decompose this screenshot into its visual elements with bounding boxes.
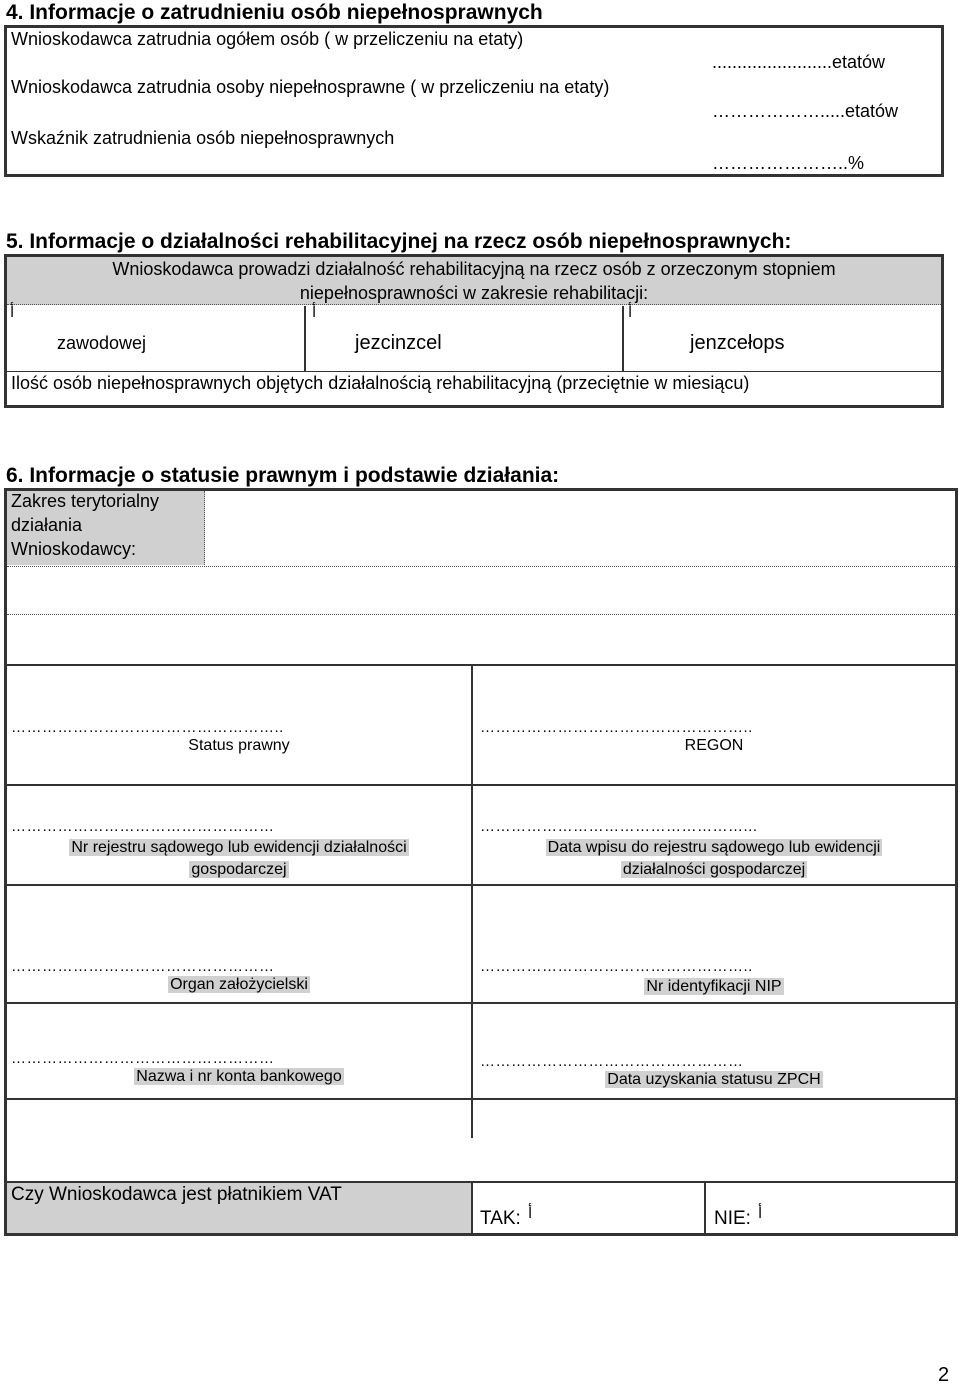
territorial-scope-label-line3: Wnioskodawcy: <box>11 539 137 559</box>
nip-label-text: Nr identyfikacji NIP <box>646 978 782 995</box>
section-6-heading: 6. Informacje o statusie prawnym i podstawie działania: <box>6 464 560 487</box>
rehabilitation-intro-line2: niepełnosprawności w zakresie rehabilitacji: <box>299 283 649 303</box>
register-number-label <box>7 837 471 881</box>
divider <box>471 664 473 1138</box>
checkbox-jenzcelops[interactable]: أ <box>628 304 633 321</box>
register-number-label-line1: Nr rejestru sądowego lub ewidencji działalności <box>71 839 407 856</box>
register-number-label-line2: gospodarczej <box>191 861 287 878</box>
disabled-employment-field[interactable]: ……………….....etatów <box>712 101 899 121</box>
bank-account-label-text: Nazwa i nr konta bankowego <box>136 1068 342 1085</box>
regon-label: REGON <box>684 737 744 754</box>
option-jenzcelops-label: jenzcełops <box>690 332 785 354</box>
total-employment-field[interactable]: ........................etatów <box>712 52 886 72</box>
employment-ratio-label: Wskaźnik zatrudnienia osób niepełnosprawnych <box>11 128 395 148</box>
checkbox-zawodowej[interactable]: أ <box>10 304 15 321</box>
divider <box>7 784 955 786</box>
divider <box>7 566 955 567</box>
zpch-date-field[interactable]: …………………………………………… <box>480 1053 744 1070</box>
territorial-scope-label-line2: działania <box>11 515 83 535</box>
founding-body-label <box>7 976 471 994</box>
total-employment-label: Wnioskodawca zatrudnia ogółem osób ( w przeliczeniu na etaty) <box>11 29 524 49</box>
vat-yes-checkbox[interactable]: أ <box>528 1205 533 1222</box>
zpch-date-label <box>473 1071 955 1089</box>
checkbox-jezcinzcel[interactable]: أ <box>312 304 317 321</box>
divider <box>471 1181 473 1234</box>
option-jezcinzcel-label: jezcinzcel <box>355 332 442 354</box>
bank-account-label <box>7 1068 471 1086</box>
registration-date-field[interactable]: ……………………………………………... <box>480 818 758 835</box>
registration-date-label <box>473 837 955 881</box>
page-number: 2 <box>938 1364 950 1386</box>
regon-field[interactable]: …………………………………………….. <box>480 719 753 736</box>
divider <box>704 1181 706 1234</box>
territorial-scope-label-line1: Zakres terytorialny <box>11 491 160 511</box>
divider <box>622 306 624 372</box>
bank-account-field[interactable]: …………………………………………… <box>11 1050 275 1067</box>
rehabilitation-count-label: Ilość osób niepełnosprawnych objętych działalnością rehabilitacyjną (przeciętnie w miesiącu) <box>11 373 750 393</box>
territorial-scope-field[interactable] <box>206 491 955 567</box>
section-5-heading: 5. Informacje o działalności rehabilitacyjnej na rzecz osób niepełnosprawnych: <box>6 230 792 253</box>
status-field[interactable]: …………………………………………….. <box>11 719 284 736</box>
status-label: Status prawny <box>188 737 290 754</box>
zpch-date-label-text: Data uzyskania statusu ZPCH <box>607 1071 821 1088</box>
vat-no-label: NIE: <box>714 1208 751 1229</box>
divider <box>7 1098 955 1100</box>
disabled-employment-label: Wnioskodawca zatrudnia osoby niepełnosprawne ( w przeliczeniu na etaty) <box>11 77 610 97</box>
vat-no-checkbox[interactable]: أ <box>758 1205 763 1222</box>
registration-date-label-line2: działalności gospodarczej <box>622 861 806 878</box>
registration-date-label-line1: Data wpisu do rejestru sądowego lub ewidencji <box>547 839 881 856</box>
option-zawodowej-label: zawodowej <box>57 333 147 353</box>
divider <box>7 371 941 372</box>
vat-question: Czy Wnioskodawca jest płatnikiem VAT <box>11 1184 342 1205</box>
founding-body-label-text: Organ założycielski <box>170 976 308 993</box>
rehabilitation-intro-line1: Wnioskodawca prowadzi działalność rehabilitacyjną na rzecz osób z orzeczonym stopniem <box>112 259 836 279</box>
divider <box>7 614 955 615</box>
divider <box>7 664 955 666</box>
nip-label <box>473 978 955 996</box>
nip-field[interactable]: …………………………………………….. <box>480 958 753 975</box>
vat-yes-label: TAK: <box>480 1208 521 1229</box>
divider <box>7 884 955 886</box>
section-4-heading: 4. Informacje o zatrudnieniu osób niepełnosprawnych <box>6 1 543 24</box>
founding-body-field[interactable]: …………………………………………… <box>11 958 275 975</box>
divider <box>304 306 306 372</box>
employment-ratio-field[interactable]: …………………..% <box>712 153 865 173</box>
divider <box>7 1002 955 1004</box>
register-number-field[interactable]: …………………………………………… <box>11 818 275 835</box>
